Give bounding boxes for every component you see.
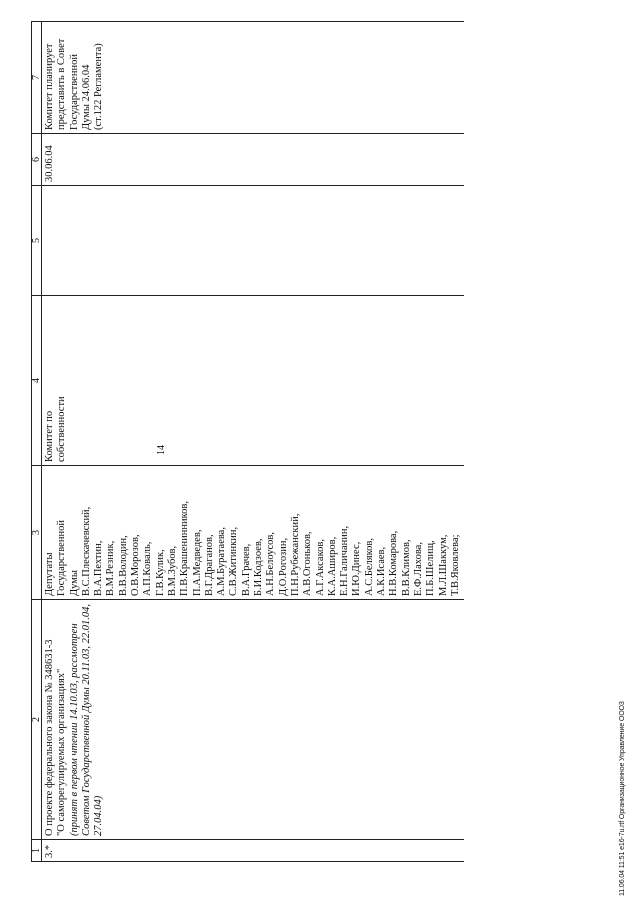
author-line: В.В.Климов,	[400, 539, 412, 596]
row-number: 3.*	[42, 840, 465, 862]
committee-cell	[42, 296, 465, 466]
committee-line: Комитет по	[44, 410, 55, 462]
comment-line: представить в Совет	[56, 38, 68, 130]
comment-line: Думы 24.06.04	[80, 64, 92, 130]
column-number: 6	[32, 134, 42, 186]
column-number: 1	[32, 840, 42, 862]
column-number-row	[32, 22, 42, 862]
author-line: П.А.Медведев,	[191, 529, 203, 596]
bill-description-cell	[42, 600, 465, 840]
comment-cell	[42, 22, 465, 134]
column-number: 3	[32, 466, 42, 600]
author-line: А.П.Коваль,	[142, 541, 154, 596]
comment-line: (ст.122 Регламента)	[93, 43, 105, 130]
author-line: А.М.Буратаева,	[216, 527, 228, 596]
author-line: М.Л.Шаккум,	[437, 534, 449, 596]
date-cell: 30.06.04	[42, 134, 465, 186]
page-number: 14	[156, 445, 167, 455]
author-line: В.М.Резник,	[105, 540, 117, 596]
author-line: Думы	[68, 570, 80, 596]
author-line: Н.В.Комарова,	[388, 530, 400, 596]
table-row	[42, 22, 465, 862]
bill-title: О проекте федерального закона № 348631-3	[44, 639, 55, 836]
author-line: В.А.Пехтин,	[93, 540, 105, 596]
bill-status-note: (принят в первом чтении 14.10.03, рассмотрен Советом Государственной Думы 20.11.03, 22.01.04, 27.04.04)	[68, 604, 105, 836]
author-line: Б.И.Кодзоев,	[253, 538, 265, 596]
author-line: И.Ю.Динес,	[351, 541, 363, 596]
author-line: А.Г.Аксаков,	[314, 539, 326, 596]
comment-line: Государственной	[68, 54, 80, 130]
agenda-table	[31, 21, 464, 862]
author-line: Д.О.Рогозин,	[277, 537, 289, 596]
column-number: 7	[32, 22, 42, 134]
column-number: 2	[32, 600, 42, 840]
bill-name: "О саморегулируемых организациях"	[56, 668, 68, 836]
author-line: В.С.Плескачевский,	[80, 506, 92, 596]
author-line: П.Н.Рубежанский,	[289, 513, 301, 596]
column-number: 4	[32, 296, 42, 466]
author-line: Е.Ф.Лахова,	[412, 542, 424, 596]
column-number: 5	[32, 186, 42, 296]
footer-stamp: 11.06.04 11:51 е16-7u.rtf Организационное Управление ООО3	[619, 701, 626, 896]
column-5-cell	[42, 186, 465, 296]
author-line: Депутаты	[44, 552, 55, 596]
author-line: П.В.Крашенинников,	[179, 501, 191, 596]
author-line: В.Г.Драганов,	[203, 534, 215, 596]
author-line: Г.В.Кулик,	[154, 549, 166, 596]
committee-line: собственности	[56, 396, 68, 462]
author-line: А.Н.Белоусов,	[265, 532, 277, 596]
authors-cell	[42, 466, 465, 600]
author-line: О.В.Морозов,	[130, 534, 142, 596]
author-line: А.С.Беляков,	[363, 538, 375, 596]
author-line: В.А.Грачев,	[240, 543, 252, 596]
comment-line: Комитет планирует	[44, 43, 55, 130]
author-line: К.А.Аширов,	[326, 536, 338, 596]
author-line: П.Б.Шелищ,	[425, 540, 437, 596]
author-line: С.В.Житинкин,	[228, 526, 240, 596]
author-line: Т.В.Яковлева;	[449, 534, 461, 596]
author-line: Е.Н.Галичанин,	[339, 525, 351, 596]
author-line: А.К.Исаев,	[376, 546, 388, 596]
authors-list	[44, 469, 462, 596]
author-line: Государственной	[56, 520, 68, 596]
author-line: В.М.Зубов,	[166, 545, 178, 596]
author-line: А.В.Огоньков,	[302, 531, 314, 596]
author-line: В.В.Володин,	[117, 535, 129, 596]
